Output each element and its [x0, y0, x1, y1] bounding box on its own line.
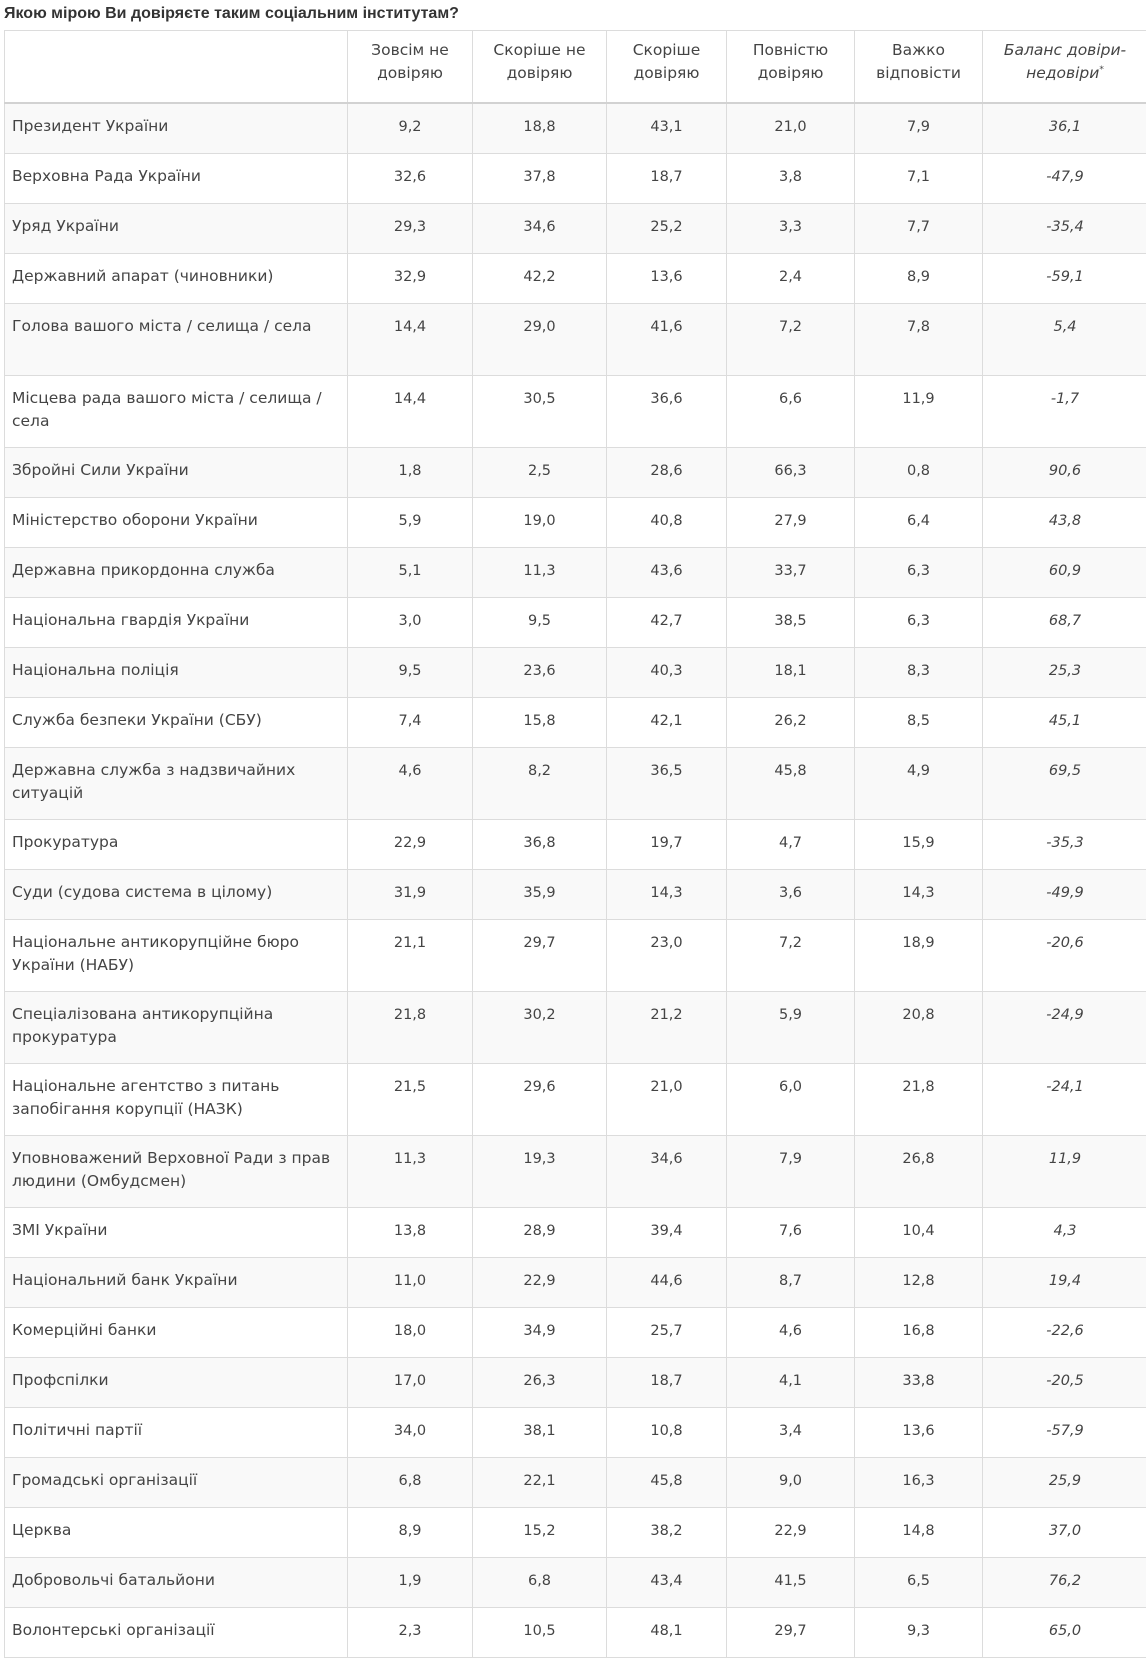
cell-balance: 19,4 [983, 1257, 1146, 1307]
table-row [5, 103, 1146, 153]
trust-table [4, 30, 1146, 1658]
cell-balance: 65,0 [983, 1607, 1146, 1657]
cell-fully-trust: 6,0 [727, 1063, 855, 1135]
cell-rather-not-trust: 29,6 [473, 1063, 607, 1135]
cell-hard-to-say: 18,9 [855, 919, 983, 991]
cell-hard-to-say: 26,8 [855, 1135, 983, 1207]
cell-rather-trust: 48,1 [607, 1607, 727, 1657]
cell-balance: -24,9 [983, 991, 1146, 1063]
table-row [5, 303, 1146, 375]
cell-institution: Волонтерські організації [5, 1607, 348, 1657]
cell-not-trust-at-all: 2,3 [348, 1607, 473, 1657]
header-institution [5, 31, 348, 104]
cell-balance: -20,6 [983, 919, 1146, 991]
table-row [5, 1135, 1146, 1207]
cell-rather-not-trust: 26,3 [473, 1357, 607, 1407]
header-not-trust-at-all: Зовсім не довіряю [348, 31, 473, 104]
cell-balance: -22,6 [983, 1307, 1146, 1357]
cell-not-trust-at-all: 6,8 [348, 1457, 473, 1507]
cell-rather-not-trust: 29,0 [473, 303, 607, 375]
cell-hard-to-say: 15,9 [855, 819, 983, 869]
cell-rather-trust: 36,5 [607, 747, 727, 819]
cell-rather-not-trust: 19,0 [473, 497, 607, 547]
cell-rather-trust: 34,6 [607, 1135, 727, 1207]
cell-not-trust-at-all: 7,4 [348, 697, 473, 747]
cell-rather-not-trust: 23,6 [473, 647, 607, 697]
cell-institution: Спеціалізована антикорупційна прокуратура [5, 991, 348, 1063]
table-row [5, 1557, 1146, 1607]
table-row [5, 647, 1146, 697]
cell-rather-not-trust: 28,9 [473, 1207, 607, 1257]
table-row [5, 1357, 1146, 1407]
cell-institution: Церква [5, 1507, 348, 1557]
cell-rather-trust: 40,8 [607, 497, 727, 547]
cell-hard-to-say: 6,4 [855, 497, 983, 547]
cell-institution: Комерційні банки [5, 1307, 348, 1357]
table-row [5, 153, 1146, 203]
cell-institution: Державна служба з надзвичайних ситуацій [5, 747, 348, 819]
cell-rather-not-trust: 30,5 [473, 375, 607, 447]
cell-institution: Національне агентство з питань запобігання корупції (НАЗК) [5, 1063, 348, 1135]
table-row [5, 1407, 1146, 1457]
cell-balance: -47,9 [983, 153, 1146, 203]
cell-fully-trust: 22,9 [727, 1507, 855, 1557]
cell-rather-trust: 13,6 [607, 253, 727, 303]
cell-not-trust-at-all: 1,9 [348, 1557, 473, 1607]
cell-institution: Державна прикордонна служба [5, 547, 348, 597]
cell-balance: 36,1 [983, 103, 1146, 153]
cell-fully-trust: 8,7 [727, 1257, 855, 1307]
cell-not-trust-at-all: 14,4 [348, 375, 473, 447]
cell-institution: Політичні партії [5, 1407, 348, 1457]
cell-not-trust-at-all: 3,0 [348, 597, 473, 647]
cell-fully-trust: 4,1 [727, 1357, 855, 1407]
cell-not-trust-at-all: 5,1 [348, 547, 473, 597]
table-row [5, 375, 1146, 447]
cell-balance: 37,0 [983, 1507, 1146, 1557]
table-row [5, 819, 1146, 869]
cell-hard-to-say: 6,3 [855, 547, 983, 597]
cell-hard-to-say: 20,8 [855, 991, 983, 1063]
cell-fully-trust: 29,7 [727, 1607, 855, 1657]
cell-fully-trust: 3,4 [727, 1407, 855, 1457]
cell-balance: -1,7 [983, 375, 1146, 447]
cell-hard-to-say: 16,3 [855, 1457, 983, 1507]
cell-fully-trust: 9,0 [727, 1457, 855, 1507]
cell-hard-to-say: 10,4 [855, 1207, 983, 1257]
cell-fully-trust: 66,3 [727, 447, 855, 497]
cell-hard-to-say: 7,1 [855, 153, 983, 203]
cell-balance: 25,3 [983, 647, 1146, 697]
cell-not-trust-at-all: 21,5 [348, 1063, 473, 1135]
header-hard-to-say: Важко відповісти [855, 31, 983, 104]
table-row [5, 869, 1146, 919]
cell-rather-trust: 42,7 [607, 597, 727, 647]
cell-rather-not-trust: 37,8 [473, 153, 607, 203]
cell-rather-not-trust: 34,9 [473, 1307, 607, 1357]
cell-institution: Національна гвардія України [5, 597, 348, 647]
cell-rather-not-trust: 36,8 [473, 819, 607, 869]
cell-balance: 76,2 [983, 1557, 1146, 1607]
cell-institution: Національний банк України [5, 1257, 348, 1307]
cell-fully-trust: 7,6 [727, 1207, 855, 1257]
cell-fully-trust: 6,6 [727, 375, 855, 447]
table-row [5, 547, 1146, 597]
cell-not-trust-at-all: 17,0 [348, 1357, 473, 1407]
header-rather-not-trust: Скоріше не довіряю [473, 31, 607, 104]
cell-hard-to-say: 21,8 [855, 1063, 983, 1135]
cell-rather-not-trust: 8,2 [473, 747, 607, 819]
cell-hard-to-say: 8,5 [855, 697, 983, 747]
cell-rather-not-trust: 29,7 [473, 919, 607, 991]
cell-balance: 69,5 [983, 747, 1146, 819]
cell-hard-to-say: 14,3 [855, 869, 983, 919]
cell-rather-trust: 18,7 [607, 153, 727, 203]
cell-balance: 25,9 [983, 1457, 1146, 1507]
cell-institution: Верховна Рада України [5, 153, 348, 203]
cell-institution: Міністерство оборони України [5, 497, 348, 547]
cell-rather-trust: 25,7 [607, 1307, 727, 1357]
cell-fully-trust: 27,9 [727, 497, 855, 547]
cell-hard-to-say: 13,6 [855, 1407, 983, 1457]
cell-fully-trust: 3,6 [727, 869, 855, 919]
cell-fully-trust: 38,5 [727, 597, 855, 647]
cell-fully-trust: 41,5 [727, 1557, 855, 1607]
cell-rather-trust: 14,3 [607, 869, 727, 919]
cell-rather-not-trust: 19,3 [473, 1135, 607, 1207]
cell-institution: ЗМІ України [5, 1207, 348, 1257]
cell-hard-to-say: 16,8 [855, 1307, 983, 1357]
header-rather-trust: Скоріше довіряю [607, 31, 727, 104]
cell-not-trust-at-all: 34,0 [348, 1407, 473, 1457]
cell-fully-trust: 2,4 [727, 253, 855, 303]
cell-rather-trust: 21,0 [607, 1063, 727, 1135]
cell-rather-not-trust: 34,6 [473, 203, 607, 253]
header-fully-trust: Повністю довіряю [727, 31, 855, 104]
table-row [5, 597, 1146, 647]
cell-balance: -49,9 [983, 869, 1146, 919]
cell-fully-trust: 7,2 [727, 919, 855, 991]
cell-rather-trust: 45,8 [607, 1457, 727, 1507]
cell-not-trust-at-all: 32,9 [348, 253, 473, 303]
cell-institution: Громадські організації [5, 1457, 348, 1507]
cell-balance: -35,4 [983, 203, 1146, 253]
cell-not-trust-at-all: 11,0 [348, 1257, 473, 1307]
cell-rather-trust: 10,8 [607, 1407, 727, 1457]
table-row [5, 919, 1146, 991]
cell-rather-trust: 21,2 [607, 991, 727, 1063]
table-row [5, 1207, 1146, 1257]
cell-rather-not-trust: 6,8 [473, 1557, 607, 1607]
cell-not-trust-at-all: 4,6 [348, 747, 473, 819]
cell-rather-trust: 41,6 [607, 303, 727, 375]
table-row [5, 1607, 1146, 1657]
table-header [5, 31, 1146, 104]
table-row [5, 253, 1146, 303]
header-balance-label: Баланс довіри-недовіри [1004, 41, 1126, 82]
table-row [5, 203, 1146, 253]
table-row [5, 1063, 1146, 1135]
cell-rather-not-trust: 22,1 [473, 1457, 607, 1507]
cell-rather-not-trust: 15,8 [473, 697, 607, 747]
header-balance [983, 31, 1146, 104]
cell-fully-trust: 3,8 [727, 153, 855, 203]
cell-rather-not-trust: 2,5 [473, 447, 607, 497]
cell-institution: Збройні Сили України [5, 447, 348, 497]
cell-balance: 43,8 [983, 497, 1146, 547]
cell-not-trust-at-all: 11,3 [348, 1135, 473, 1207]
cell-balance: 68,7 [983, 597, 1146, 647]
cell-balance: -24,1 [983, 1063, 1146, 1135]
cell-rather-not-trust: 30,2 [473, 991, 607, 1063]
cell-rather-trust: 23,0 [607, 919, 727, 991]
cell-not-trust-at-all: 22,9 [348, 819, 473, 869]
cell-institution: Національна поліція [5, 647, 348, 697]
cell-hard-to-say: 7,9 [855, 103, 983, 153]
cell-not-trust-at-all: 21,1 [348, 919, 473, 991]
cell-rather-trust: 40,3 [607, 647, 727, 697]
header-balance-footnote: * [1099, 65, 1104, 75]
cell-institution: Президент України [5, 103, 348, 153]
cell-balance: -35,3 [983, 819, 1146, 869]
cell-not-trust-at-all: 32,6 [348, 153, 473, 203]
cell-hard-to-say: 8,9 [855, 253, 983, 303]
cell-balance: 4,3 [983, 1207, 1146, 1257]
cell-not-trust-at-all: 5,9 [348, 497, 473, 547]
cell-rather-trust: 43,4 [607, 1557, 727, 1607]
cell-fully-trust: 33,7 [727, 547, 855, 597]
cell-hard-to-say: 7,7 [855, 203, 983, 253]
cell-not-trust-at-all: 13,8 [348, 1207, 473, 1257]
cell-institution: Уповноважений Верховної Ради з прав людини (Омбудсмен) [5, 1135, 348, 1207]
cell-fully-trust: 5,9 [727, 991, 855, 1063]
cell-fully-trust: 7,9 [727, 1135, 855, 1207]
cell-institution: Добровольчі батальйони [5, 1557, 348, 1607]
cell-hard-to-say: 6,3 [855, 597, 983, 647]
cell-balance: 45,1 [983, 697, 1146, 747]
cell-balance: -20,5 [983, 1357, 1146, 1407]
cell-balance: 60,9 [983, 547, 1146, 597]
cell-institution: Голова вашого міста / селища / села [5, 303, 348, 375]
cell-institution: Місцева рада вашого міста / селища / села [5, 375, 348, 447]
cell-not-trust-at-all: 9,5 [348, 647, 473, 697]
cell-institution: Прокуратура [5, 819, 348, 869]
cell-not-trust-at-all: 1,8 [348, 447, 473, 497]
cell-rather-not-trust: 22,9 [473, 1257, 607, 1307]
cell-fully-trust: 4,7 [727, 819, 855, 869]
table-row [5, 1457, 1146, 1507]
cell-hard-to-say: 12,8 [855, 1257, 983, 1307]
cell-rather-trust: 43,6 [607, 547, 727, 597]
cell-rather-not-trust: 10,5 [473, 1607, 607, 1657]
cell-fully-trust: 4,6 [727, 1307, 855, 1357]
cell-hard-to-say: 7,8 [855, 303, 983, 375]
cell-institution: Державний апарат (чиновники) [5, 253, 348, 303]
cell-institution: Служба безпеки України (СБУ) [5, 697, 348, 747]
table-row [5, 1307, 1146, 1357]
cell-rather-trust: 38,2 [607, 1507, 727, 1557]
cell-not-trust-at-all: 18,0 [348, 1307, 473, 1357]
cell-hard-to-say: 6,5 [855, 1557, 983, 1607]
table-row [5, 747, 1146, 819]
table-row [5, 991, 1146, 1063]
cell-rather-trust: 18,7 [607, 1357, 727, 1407]
cell-rather-not-trust: 35,9 [473, 869, 607, 919]
cell-not-trust-at-all: 31,9 [348, 869, 473, 919]
cell-fully-trust: 7,2 [727, 303, 855, 375]
cell-rather-not-trust: 11,3 [473, 547, 607, 597]
cell-rather-trust: 43,1 [607, 103, 727, 153]
cell-hard-to-say: 14,8 [855, 1507, 983, 1557]
cell-hard-to-say: 11,9 [855, 375, 983, 447]
cell-rather-not-trust: 42,2 [473, 253, 607, 303]
cell-rather-trust: 42,1 [607, 697, 727, 747]
cell-not-trust-at-all: 9,2 [348, 103, 473, 153]
cell-hard-to-say: 4,9 [855, 747, 983, 819]
cell-rather-trust: 28,6 [607, 447, 727, 497]
cell-institution: Уряд України [5, 203, 348, 253]
cell-rather-not-trust: 15,2 [473, 1507, 607, 1557]
cell-not-trust-at-all: 8,9 [348, 1507, 473, 1557]
cell-institution: Профспілки [5, 1357, 348, 1407]
cell-hard-to-say: 9,3 [855, 1607, 983, 1657]
cell-rather-not-trust: 9,5 [473, 597, 607, 647]
cell-balance: 90,6 [983, 447, 1146, 497]
cell-institution: Національне антикорупційне бюро України (НАБУ) [5, 919, 348, 991]
cell-fully-trust: 3,3 [727, 203, 855, 253]
cell-hard-to-say: 8,3 [855, 647, 983, 697]
cell-rather-trust: 39,4 [607, 1207, 727, 1257]
cell-institution: Суди (судова система в цілому) [5, 869, 348, 919]
cell-balance: 11,9 [983, 1135, 1146, 1207]
table-row [5, 447, 1146, 497]
cell-fully-trust: 21,0 [727, 103, 855, 153]
cell-balance: -57,9 [983, 1407, 1146, 1457]
cell-not-trust-at-all: 14,4 [348, 303, 473, 375]
table-row [5, 697, 1146, 747]
cell-rather-not-trust: 18,8 [473, 103, 607, 153]
cell-balance: -59,1 [983, 253, 1146, 303]
table-row [5, 1507, 1146, 1557]
cell-rather-trust: 25,2 [607, 203, 727, 253]
cell-not-trust-at-all: 29,3 [348, 203, 473, 253]
page-title: Якою мірою Ви довіряєте таким соціальним інститутам? [0, 0, 1146, 30]
cell-balance: 5,4 [983, 303, 1146, 375]
cell-fully-trust: 18,1 [727, 647, 855, 697]
table-row [5, 497, 1146, 547]
cell-hard-to-say: 0,8 [855, 447, 983, 497]
table-row [5, 1257, 1146, 1307]
cell-fully-trust: 45,8 [727, 747, 855, 819]
cell-rather-trust: 36,6 [607, 375, 727, 447]
cell-rather-not-trust: 38,1 [473, 1407, 607, 1457]
cell-rather-trust: 44,6 [607, 1257, 727, 1307]
cell-rather-trust: 19,7 [607, 819, 727, 869]
cell-not-trust-at-all: 21,8 [348, 991, 473, 1063]
cell-fully-trust: 26,2 [727, 697, 855, 747]
table-body [5, 103, 1146, 1657]
cell-hard-to-say: 33,8 [855, 1357, 983, 1407]
